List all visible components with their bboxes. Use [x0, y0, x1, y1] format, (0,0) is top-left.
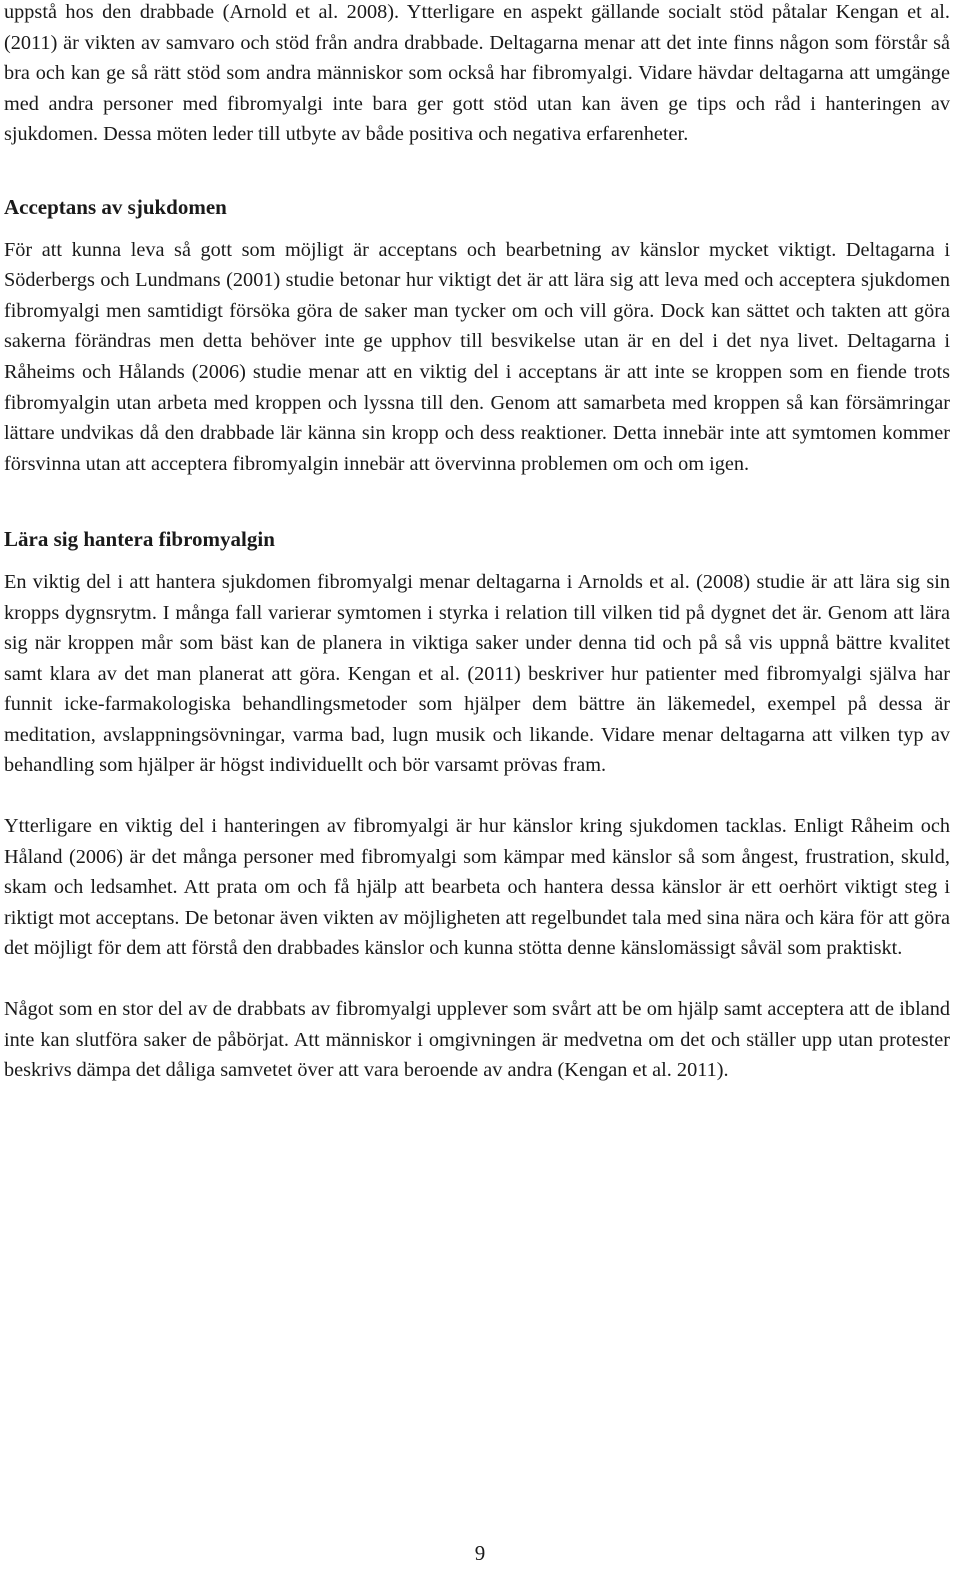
intro-paragraph: uppstå hos den drabbade (Arnold et al. 2008). Ytterligare en aspekt gällande socialt stöd påtalar Kengan et al. (2011) är vikten av samvaro och stöd från andra drabbade. Deltagarna menar att det inte finns någon som förstår så bra och kan ge så rätt stöd som andra människor som också har fibromyalgi. Vidare hävdar deltagarna att umgänge med andra personer med fibromyalgi inte bara ger gott stöd utan kan även ge tips och råd i hanteringen av sjukdomen. Dessa möten leder till utbyte av både positiva och negativa erfarenheter. — [4, 1, 950, 146]
managing-paragraph-3: Något som en stor del av de drabbats av fibromyalgi upplever som svårt att be om hjälp samt acceptera att de ibland inte kan slutföra saker de påbörjat. Att människor i omgivningen är medvetna om det och ställer upp utan protester beskrivs dämpa det dåliga samvetet över att vara beroende av andra (Kengan et al. 2011). — [4, 998, 950, 1082]
page-number: 9 — [474, 1541, 486, 1565]
acceptance-paragraph: För att kunna leva så gott som möjligt är acceptans och bearbetning av känslor mycket viktigt. Deltagarna i Söderbergs och Lundmans (2001) studie betonar hur viktigt det är att lära sig att leva med och acceptera sjukdomen fibromyalgi men samtidigt försöka göra de saker man tycker om och vill göra. Dock kan sättet och takten att göra sakerna förändras men detta behöver inte ge upphov till besvikelse utan är en del i det nya livet. Deltagarna i Råheims och Hålands (2006) studie menar att en viktig del i acceptans är att inte se kroppen som en fiende trots fibromyalgin utan arbeta med kroppen och lyssna till den. Genom att samarbeta med kroppen så kan försämringar lättare undvikas då den drabbade lär känna sin kropp och dess reaktioner. Detta innebär inte att symtomen kommer försvinna utan att acceptera fibromyalgin innebär att övervinna problemen om och om igen. — [4, 238, 950, 475]
section-heading-managing: Lära sig hantera fibromyalgin — [4, 527, 275, 552]
document-page — [4, 0, 950, 1086]
managing-paragraph-1: En viktig del i att hantera sjukdomen fibromyalgi menar deltagarna i Arnolds et al. (2008) studie är att lära sig sin kropps dygnsrytm. I många fall varierar symtomen i styrka i relation till vilken tid på dygnet det är. Genom att lära sig när kroppen mår som bäst kan de planera in viktiga saker under denna tid och på så vis uppnå bättre kvalitet samt klara av det man planerat att göra. Kengan et al. (2011) beskriver hur patienter med fibromyalgi själva har funnit icke-farmakologiska behandlingsmetoder som hjälper dem bättre än läkemedel, exempel på dessa är meditation, avslappningsövningar, varma bad, lugn musik och likande. Vidare menar deltagarna att vilken typ av behandling som hjälper är högst individuellt och bör varsamt prövas fram. — [4, 570, 950, 777]
managing-paragraph-2: Ytterligare en viktig del i hanteringen av fibromyalgi är hur känslor kring sjukdomen tacklas. Enligt Råheim och Håland (2006) är det många personer med fibromyalgi som kämpar med känslor så som ångest, frustration, skuld, skam och ledsamhet. Att prata om och få hjälp att bearbeta och hantera dessa känslor är ett oerhört viktigt steg i riktigt mot acceptans. De betonar även vikten av möjligheten att regelbundet tala med sina nära och kära för att göra det möjligt för dem att förstå den drabbades känslor och kunna stötta denne känslomässigt såväl som praktiskt. — [4, 815, 950, 960]
section-heading-acceptance: Acceptans av sjukdomen — [4, 194, 227, 219]
